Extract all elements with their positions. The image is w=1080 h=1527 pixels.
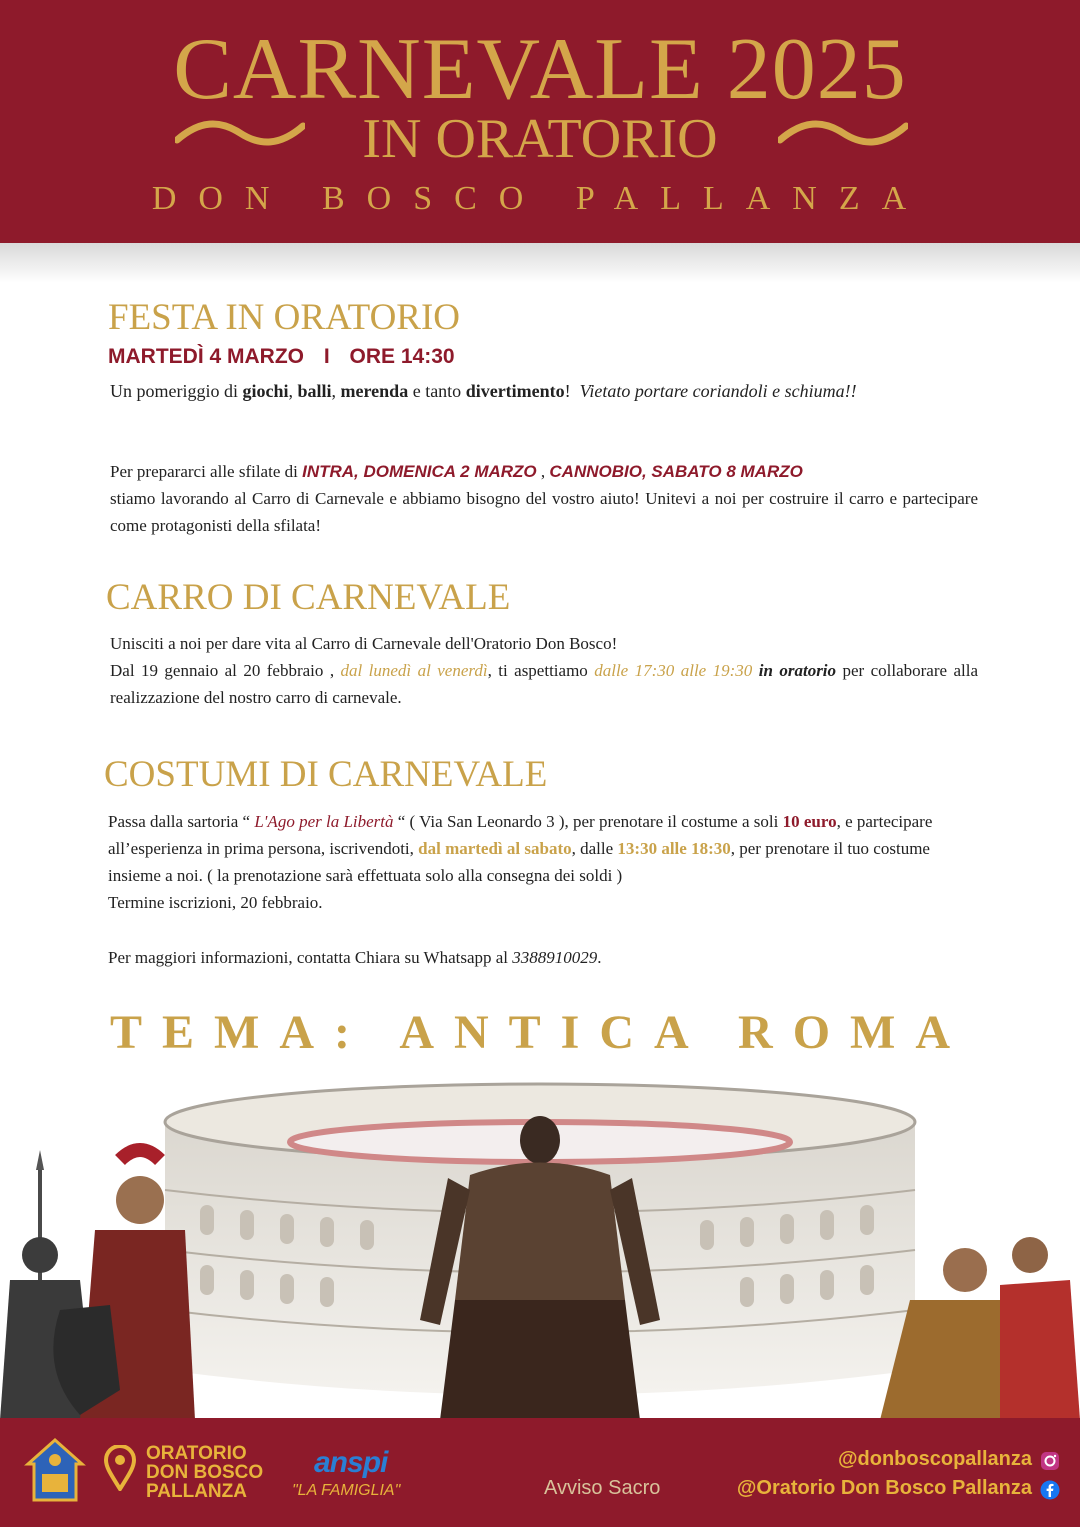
text-fragment: Per prepararci alle sfilate di xyxy=(110,462,303,481)
org-line: ORATORIO xyxy=(146,1443,247,1464)
instagram-handle-row[interactable] xyxy=(838,1448,1032,1471)
text-fragment: Passa dalla sartoria “ xyxy=(108,812,255,831)
facebook-icon[interactable] xyxy=(1040,1480,1060,1500)
costumi-title: COSTUMI DI CARNEVALE xyxy=(104,754,548,795)
text-fragment: stiamo lavorando al Carro di Carnevale e abbiamo bisogno del vostro aiuto! Unitevi a noi per costruire il carro e partecipare come protagonisti della sfilata! xyxy=(110,489,978,535)
text-fragment: , xyxy=(536,462,550,481)
org-line: PALLANZA xyxy=(146,1481,247,1502)
text-bold: giochi xyxy=(242,381,289,401)
text-fragment: , e partecipare all’esperienza in prima persona, iscrivendoti, xyxy=(108,812,933,858)
text-fragment: “ ( Via San Leonardo 3 ), per prenotare il costume a soli xyxy=(393,812,783,831)
deadline-text: Termine iscrizioni, 20 febbraio. xyxy=(108,893,323,912)
text-fragment: per collaborare alla realizzazione del nostro carro di carnevale. xyxy=(110,661,979,707)
costumi-hours: 13:30 alle 18:30 xyxy=(617,839,731,858)
oratorio-house-logo xyxy=(24,1436,86,1504)
sfilata-cannobio: CANNOBIO, SABATO 8 MARZO xyxy=(549,462,803,481)
festa-date: MARTEDÌ 4 MARZO xyxy=(108,345,304,368)
info-line xyxy=(108,944,602,971)
text-fragment: e tanto xyxy=(408,381,466,401)
text-fragment: Per maggiori informazioni, contatta Chiara su Whatsapp al xyxy=(108,948,513,967)
facebook-handle[interactable]: @Oratorio Don Bosco Pallanza xyxy=(736,1477,1032,1499)
instagram-icon[interactable] xyxy=(1040,1451,1060,1471)
oratorio-name xyxy=(146,1444,263,1501)
carro-days: dal lunedì al venerdì xyxy=(340,661,488,680)
text-fragment: . xyxy=(597,948,602,967)
la-famiglia-text: "LA FAMIGLIA" xyxy=(292,1482,401,1499)
text-fragment: ! xyxy=(564,381,576,401)
text-bold: divertimento xyxy=(465,381,565,401)
instagram-handle[interactable]: @donboscopallanza xyxy=(838,1448,1032,1470)
festa-time: ORE 14:30 xyxy=(349,345,455,368)
header-shadow xyxy=(0,243,1080,283)
sartoria-name: L'Ago per la Libertà xyxy=(254,812,394,831)
costume-price: 10 euro xyxy=(782,812,837,831)
text-fragment: , per prenotare il tuo costume insieme a noi. ( la prenotazione sarà effettuata solo alla consegna dei soldi ) xyxy=(108,839,930,885)
title-in-oratorio: IN ORATORIO xyxy=(362,108,718,170)
org-line: DON BOSCO xyxy=(146,1462,264,1483)
carro-paragraph xyxy=(110,630,978,711)
facebook-handle-row[interactable] xyxy=(737,1477,1032,1500)
right-squiggle-ornament xyxy=(778,118,908,148)
colosseum-illustration xyxy=(0,1070,1080,1420)
text-fragment: Un pomeriggio di xyxy=(110,381,243,401)
anspi-logo: anspi xyxy=(314,1446,388,1479)
festa-description xyxy=(110,378,857,405)
main-title: CARNEVALE 2025 xyxy=(173,21,907,118)
text-bold: merenda xyxy=(340,381,409,401)
costumi-days: dal martedì al sabato xyxy=(418,839,572,858)
sfilate-paragraph xyxy=(110,458,978,539)
header-subtitle: DON BOSCO PALLANZA xyxy=(151,180,929,217)
carro-place: in oratorio xyxy=(758,661,837,680)
costumi-paragraph xyxy=(108,808,956,916)
text-fragment: , xyxy=(288,381,298,401)
sfilata-intra: INTRA, DOMENICA 2 MARZO xyxy=(302,462,537,481)
text-fragment: Unisciti a noi per dare vita al Carro di Carnevale dell'Oratorio Don Bosco! xyxy=(110,634,618,653)
date-separator: I xyxy=(323,345,330,368)
festa-title: FESTA IN ORATORIO xyxy=(108,297,461,338)
carro-hours: dalle 17:30 alle 19:30 xyxy=(594,661,753,680)
text-fragment: , ti aspettiamo xyxy=(487,661,595,680)
tema-title: TEMA: ANTICA ROMA xyxy=(109,1006,970,1059)
carro-title: CARRO DI CARNEVALE xyxy=(106,577,511,618)
text-fragment: , dalle xyxy=(571,839,618,858)
whatsapp-number: 3388910029 xyxy=(512,948,598,967)
text-fragment: , xyxy=(331,381,341,401)
avviso-sacro: Avviso Sacro xyxy=(544,1477,661,1499)
location-pin-icon xyxy=(104,1445,136,1491)
festa-date-time xyxy=(108,343,455,371)
festa-warning: Vietato portare coriandoli e schiuma!! xyxy=(579,381,857,401)
text-fragment: Dal 19 gennaio al 20 febbraio , xyxy=(110,661,341,680)
text-bold: balli xyxy=(297,381,332,401)
